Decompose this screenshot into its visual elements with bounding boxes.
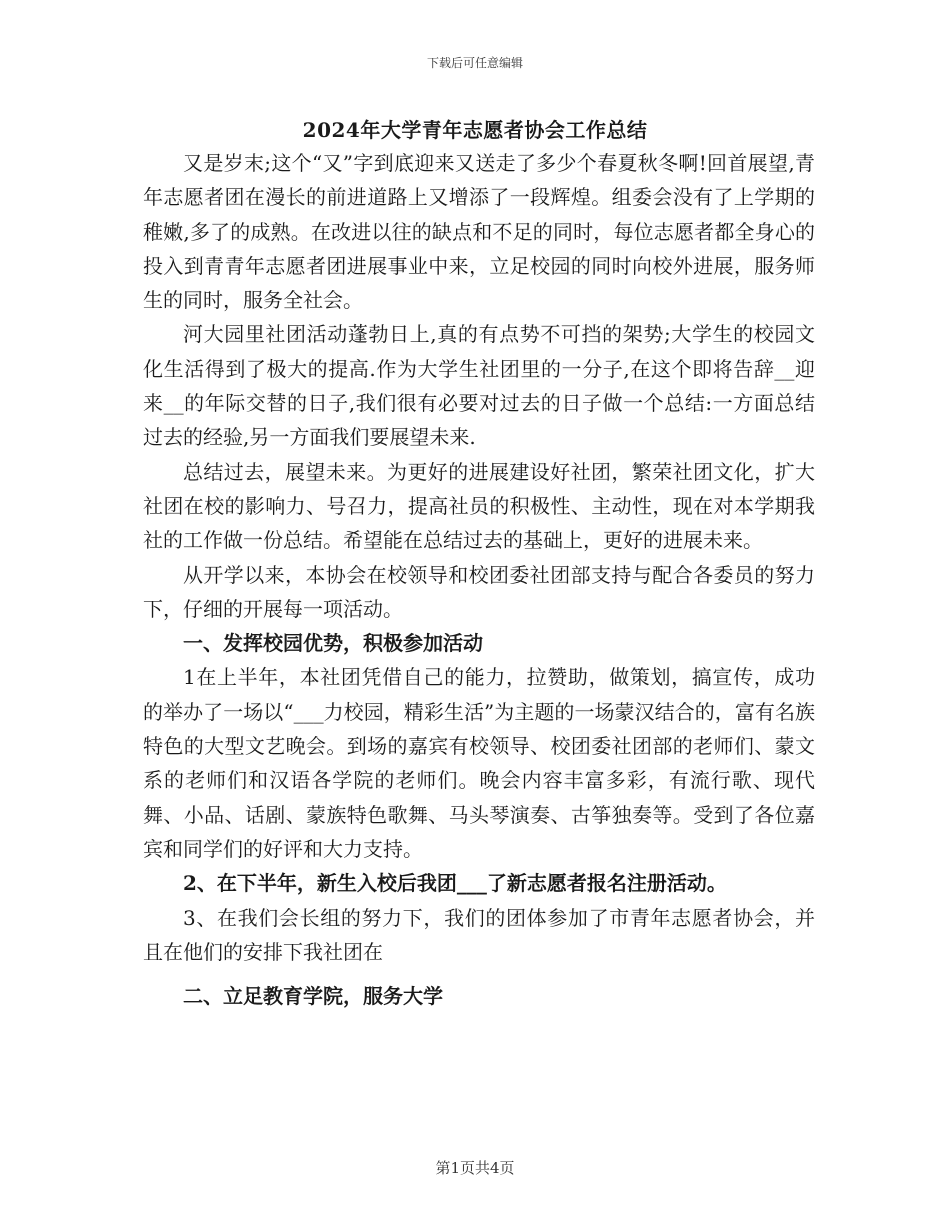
page-number: 第1页共4页 [435, 1159, 515, 1177]
section-heading-1: 一、发挥校园优势，积极参加活动 [183, 631, 483, 656]
section1-item-1: 1在上半年，本社团凭借自己的能力，拉赞助，做策划，搞宣传，成功的举办了一场以“___力校园，精彩生活”为主题的一场蒙汉结合的，富有名族特色的大型文艺晚会。到场的嘉宾有校领导、校团委社团部的老师们、蒙文系的老师们和汉语各学院的老师们。晚会内容丰富多彩，有流行歌、现代舞、小品、话剧、蒙族特色歌舞、马头琴演奏、古筝独奏等。受到了各位嘉宾和同学们的好评和大力支持。 [143, 665, 815, 861]
document-body [143, 146, 815, 1013]
document-title: 2024年大学青年志愿者协会工作总结 [302, 118, 648, 142]
paragraph-summary-purpose: 总结过去，展望未来。为更好的进展建设好社团，繁荣社团文化，扩大社团在校的影响力、号召力，提高社员的积极性、主动性，现在对本学期我社的工作做一份总结。希望能在总结过去的基础上，更好的进展未来。 [143, 459, 815, 553]
section-heading-2: 二、立足教育学院，服务大学 [183, 984, 443, 1009]
paragraph-campus-life: 河大园里社团活动蓬勃日上,真的有点势不可挡的架势;大学生的校园文化生活得到了极大的提高.作为大学生社团里的一分子,在这个即将告辞__迎来__的年际交替的日子,我们很有必要对过去的日子做一个总结:一方面总结过去的经验,另一方面我们要展望未来. [143, 322, 815, 450]
section1-item-2: 2、在下半年，新生入校后我团___了新志愿者报名注册活动。 [183, 871, 727, 896]
paragraph-intro: 又是岁末;这个“又”字到底迎来又送走了多少个春夏秋冬啊!回首展望,青年志愿者团在漫长的前进道路上又增添了一段辉煌。组委会没有了上学期的稚嫩,多了的成熟。在改进以往的缺点和不足的同时，每位志愿者都全身心的投入到青青年志愿者团进展事业中来，立足校园的同时向校外进展，服务师生的同时，服务全社会。 [143, 151, 815, 313]
paragraph-since-semester-start: 从开学以来，本协会在校领导和校团委社团部支持与配合各委员的努力下，仔细的开展每一项活动。 [143, 562, 815, 621]
section1-item-3: 3、在我们会长组的努力下，我们的团体参加了市青年志愿者协会，并且在他们的安排下我社团在 [143, 905, 815, 964]
page-header-note: 下载后可任意编辑 [426, 56, 523, 70]
